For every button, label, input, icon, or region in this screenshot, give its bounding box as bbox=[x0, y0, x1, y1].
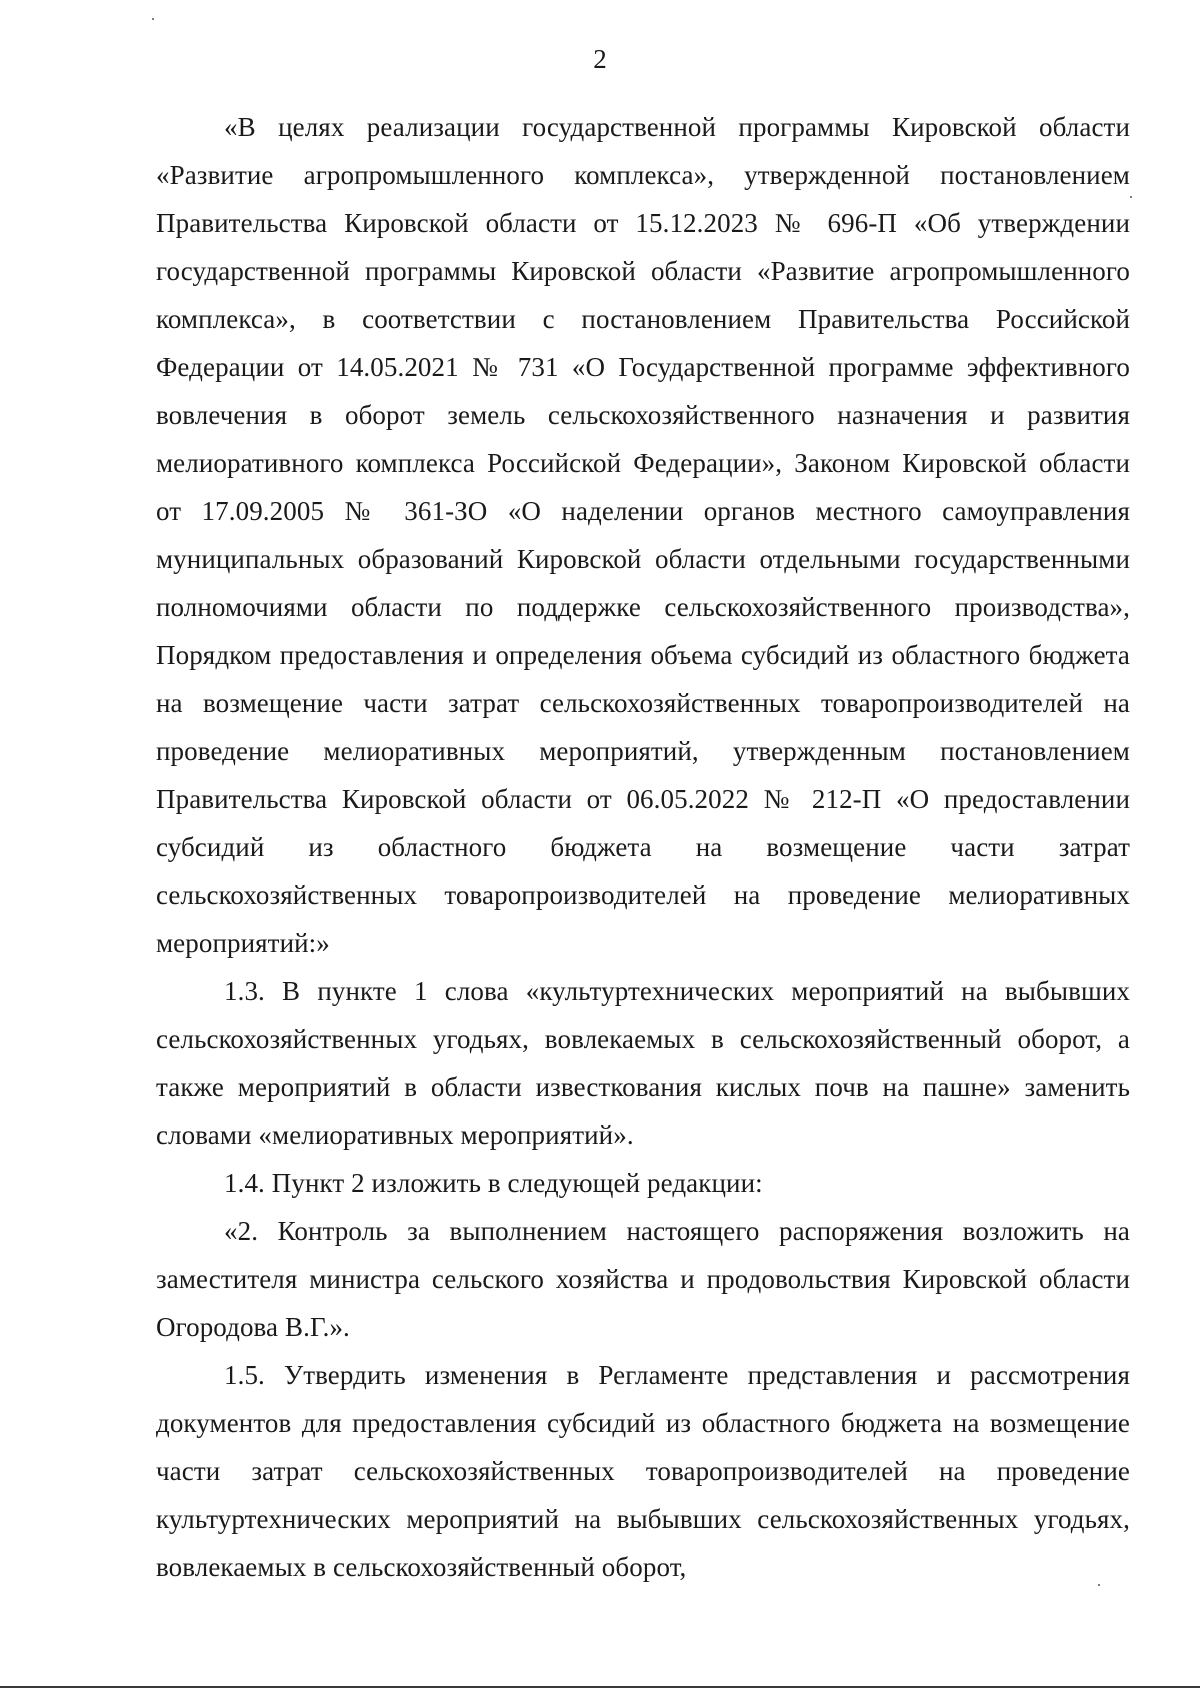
scan-speck bbox=[1130, 196, 1132, 198]
paragraph-item-1-3: 1.3. В пункте 1 слова «культуртехнических мероприятий на выбывших сельскохозяйственных угодьях, вовлекаемых в сельскохозяйственный оборот, а также мероприятий в области известкования кислых почв на пашне» заменить словами «мелиоративных мероприятий». bbox=[156, 976, 1130, 1150]
scan-speck bbox=[152, 18, 154, 20]
document-body bbox=[156, 103, 1130, 1591]
scan-speck bbox=[1098, 1584, 1100, 1586]
paragraph-item-1-4: 1.4. Пункт 2 изложить в следующей редакции: bbox=[224, 1168, 763, 1198]
paragraph-preamble: «В целях реализации государственной программы Кировской области «Развитие агропромышленного комплекса», утвержденной постановлением Правительства Кировской области от 15.12.2023 № 696-П «Об утверждении государственной программы Кировской области «Развитие агропромышленного комплекса», в соответствии с постановлением Правительства Российской Федерации от 14.05.2021 № 731 «О Государственной программе эффективного вовлечения в оборот земель сельскохозяйственного назначения и развития мелиоративного комплекса Российской Федерации», Законом Кировской области от 17.09.2005 № 361-ЗО «О наделении органов местного самоуправления муниципальных образований Кировской области отдельными государственными полномочиями области по поддержке сельскохозяйственного производства», Порядком предоставления и определения объема субсидий из областного бюджета на возмещение части затрат сельскохозяйственных товаропроизводителей на проведение мелиоративных мероприятий, утвержденным постановлением Правительства Кировской области от 06.05.2022 № 212-П «О предоставлении субсидий из областного бюджета на возмещение части затрат сельскохозяйственных товаропроизводителей на проведение мелиоративных мероприятий:» bbox=[156, 112, 1130, 958]
paragraph-item-2-quote: «2. Контроль за выполнением настоящего распоряжения возложить на заместителя министра сельского хозяйства и продовольствия Кировской области Огородова В.Г.». bbox=[156, 1216, 1130, 1342]
page-number: 2 bbox=[593, 44, 607, 74]
page-bottom-edge bbox=[0, 1686, 1200, 1688]
paragraph-item-1-5: 1.5. Утвердить изменения в Регламенте представления и рассмотрения документов для предоставления субсидий из областного бюджета на возмещение части затрат сельскохозяйственных товаропроизводителей на проведение культуртехнических мероприятий на выбывших сельскохозяйственных угодьях, вовлекаемых в сельскохозяйственный оборот, bbox=[156, 1360, 1130, 1582]
